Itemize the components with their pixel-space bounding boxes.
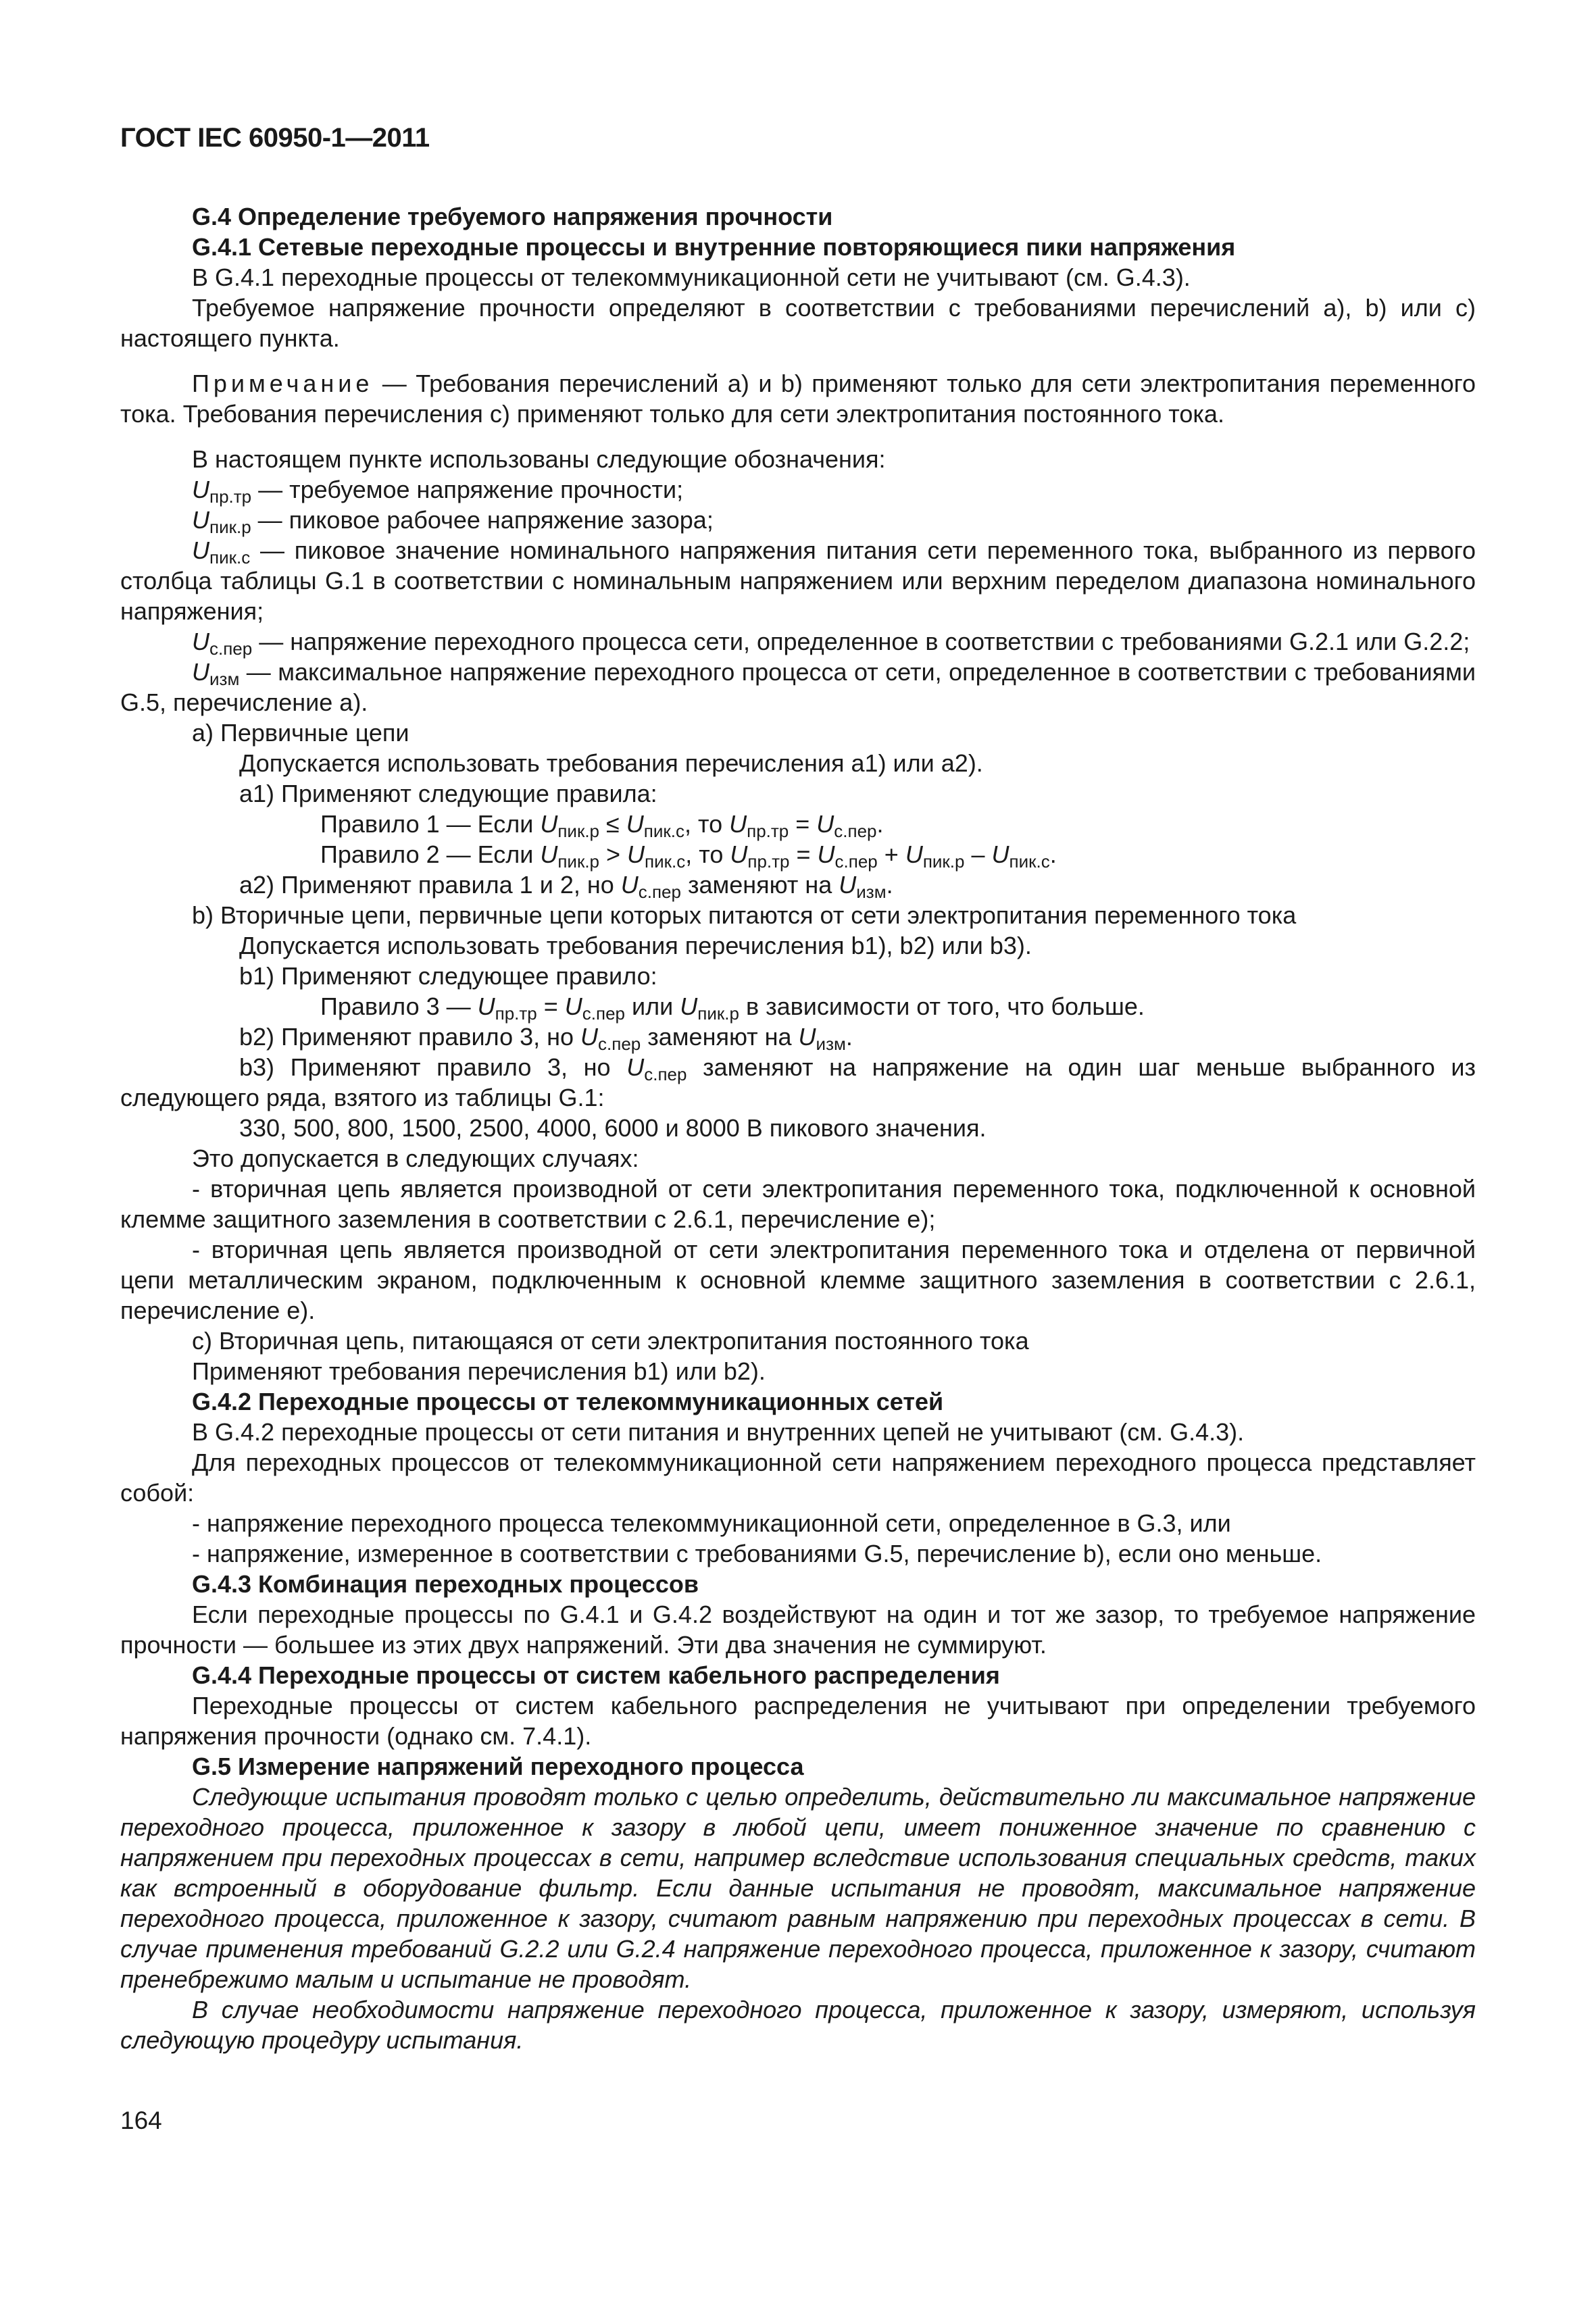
page-number: 164 [120, 2107, 162, 2134]
heading-g43: G.4.3 Комбинация переходных процессов [192, 1570, 699, 1598]
paragraph: Переходные процессы от систем кабельного распределения не учитывают при определении требуемого напряжения прочности (однако см. 7.4.1). [120, 1692, 1476, 1750]
paragraph: Допускается использовать требования перечисления b1), b2) или b3). [239, 932, 1032, 959]
rule-2: Правило 2 — Если $U_{пик.р} > U_{пик.с}$, то $U_{пр.тр} = U_{с.пер} + U_{пик.р} - U_{пик.с}$. [320, 840, 1057, 872]
list-item-b: b) Вторичные цепи, первичные цепи которых питаются от сети электропитания переменного тока [192, 901, 1297, 929]
heading-g41: G.4.1 Сетевые переходные процессы и внутренние повторяющиеся пики напряжения [192, 233, 1236, 261]
definition-u-pikc: $U_{пик.с}$ — пиковое значение номинального напряжения питания сети переменного тока, выбранного из первого столбца таблицы G.1 в соответствии с номинальным напряжением или верхним переделом диапазона номинального напряжения; [120, 536, 1476, 625]
paragraph: В G.4.2 переходные процессы от сети питания и внутренних цепей не учитывают (см. G.4.3). [192, 1418, 1245, 1446]
paragraph: Если переходные процессы по G.4.1 и G.4.2 воздействуют на один и тот же зазор, то требуемое напряжение прочности — большее из этих двух напряжений. Эти два значения не суммируют. [120, 1601, 1476, 1659]
heading-g5: G.5 Измерение напряжений переходного процесса [192, 1753, 804, 1780]
list-item: - напряжение, измеренное в соответствии с требованиями G.5, перечисление b), если оно меньше. [192, 1540, 1322, 1567]
paragraph: Следующие испытания проводят только с целью определить, действительно ли максимальное напряжение переходного процесса, приложенное к зазору в любой цепи, имеет пониженное значение по сравнению с напряжением при переходных процессах в сети, например вследствие использования специальных средств, таких как встроенный в оборудование фильтр. Если данные испытания не проводят, максимальное напряжение переходного процесса, приложенное к зазору, считают равным напряжению при переходных процессах в сети. В случае применения требований G.2.2 или G.2.4 напряжение переходного процесса, приложенное к зазору, считают пренебрежимо малым и испытание не проводят. [120, 1783, 1476, 1993]
paragraph: Допускается использовать требования перечисления а1) или а2). [239, 749, 983, 777]
list-item-a: а) Первичные цепи [192, 719, 409, 747]
document-body [120, 201, 1476, 2055]
list-item-c: с) Вторичная цепь, питающаяся от сети электропитания постоянного тока [192, 1327, 1029, 1355]
note-label: Примечание [192, 370, 374, 397]
list-item-case-1: - вторичная цепь является производной от сети электропитания переменного тока, подключенной к основной клемме защитного заземления в соответствии с 2.6.1, перечисление е); [120, 1175, 1476, 1233]
paragraph: В настоящем пункте использованы следующие обозначения: [192, 445, 886, 473]
paragraph: Требуемое напряжение прочности определяют в соответствии с требованиями перечислений а), b) или с) настоящего пункта. [120, 294, 1476, 352]
document-code-header: ГОСТ IEC 60950-1—2011 [120, 123, 430, 153]
note-text: — Требования перечислений а) и b) применяют только для сети электропитания переменного тока. Требования перечисления с) применяют только для сети электропитания постоянного тока. [120, 370, 1476, 428]
note [120, 368, 1476, 429]
definition-u-pikr: $U_{пик.р}$ — пиковое рабочее напряжение зазора; [192, 506, 714, 537]
list-item: - напряжение переходного процесса телекоммуникационной сети, определенное в G.3, или [192, 1509, 1231, 1537]
paragraph: Применяют требования перечисления b1) или b2). [192, 1357, 766, 1385]
list-item-b3: b3) Применяют правило 3, но $U_{с.пер}$ заменяют на напряжение на один шаг меньше выбранного из следующего ряда, взятого из таблицы G.1: [120, 1053, 1476, 1111]
paragraph: В случае необходимости напряжение переходного процесса, приложенное к зазору, измеряют, используя следующую процедуру испытания. [120, 1996, 1476, 2054]
definition-u-prtr: $U_{пр.тр}$ — требуемое напряжение прочности; [192, 476, 684, 507]
definition-u-cper: $U_{с.пер}$ — напряжение переходного процесса сети, определенное в соответствии с требованиями G.2.1 или G.2.2; [192, 628, 1470, 659]
list-item-case-2: - вторичная цепь является производной от сети электропитания переменного тока и отделена от первичной цепи металлическим экраном, подключенным к основной клемме защитного заземления в соответствии с 2.6.1, перечисление е). [120, 1236, 1476, 1324]
heading-g4: G.4 Определение требуемого напряжения прочности [192, 203, 833, 230]
paragraph: В G.4.1 переходные процессы от телекоммуникационной сети не учитывают (см. G.4.3). [192, 263, 1191, 291]
paragraph: Для переходных процессов от телекоммуникационной сети напряжением переходного процесса представляет собой: [120, 1449, 1476, 1507]
voltage-series: 330, 500, 800, 1500, 2500, 4000, 6000 и 8000 В пикового значения. [239, 1114, 987, 1142]
heading-g42: G.4.2 Переходные процессы от телекоммуникационных сетей [192, 1388, 944, 1415]
rule-1: Правило 1 — Если $U_{пик.р} \le U_{пик.с}$, то $U_{пр.тр} = U_{с.пер}$. [320, 810, 884, 841]
rule-3: Правило 3 — $U_{пр.тр} = U_{с.пер}$ или $U_{пик.р}$ в зависимости от того, что больше. [320, 992, 1145, 1024]
list-item-b1: b1) Применяют следующее правило: [239, 962, 657, 990]
heading-g44: G.4.4 Переходные процессы от систем кабельного распределения [192, 1661, 1000, 1689]
list-item-a1: а1) Применяют следующие правила: [239, 780, 657, 807]
paragraph: Это допускается в следующих случаях: [192, 1145, 639, 1172]
definition-u-izm: $U_{изм}$ — максимальное напряжение переходного процесса от сети, определенное в соответствии с требованиями G.5, перечисление а). [120, 658, 1476, 716]
list-item-a2: а2) Применяют правила 1 и 2, но $U_{с.пер}$ заменяют на $U_{изм}$. [239, 871, 893, 902]
list-item-b2: b2) Применяют правило 3, но $U_{с.пер}$ заменяют на $U_{изм}$. [239, 1023, 853, 1054]
